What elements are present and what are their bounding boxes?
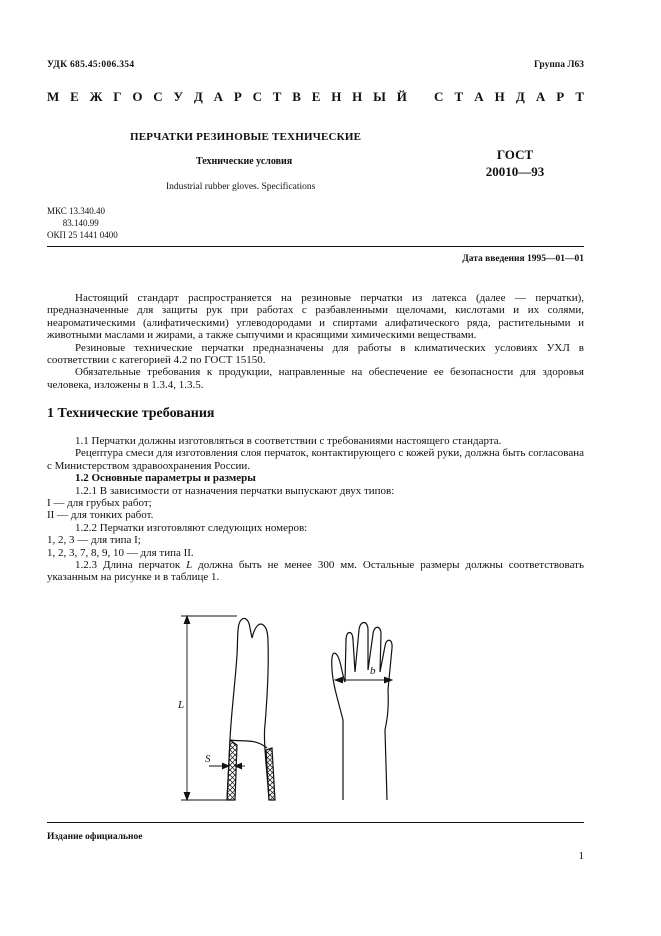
glove-front-view <box>332 623 392 801</box>
banner-letter: Р <box>556 89 565 104</box>
banner-letter: Н <box>494 89 505 104</box>
gost-number <box>470 146 560 180</box>
thickness-dimension <box>209 763 245 769</box>
banner-letter: Т <box>575 89 584 104</box>
glove-drawing <box>175 600 435 810</box>
classification-codes <box>47 205 118 241</box>
divider-bottom <box>47 822 584 823</box>
mks-code-1: МКС 13.340.40 <box>47 206 106 216</box>
banner-letter: Р <box>233 89 242 104</box>
group-code: Группа Л63 <box>533 60 584 70</box>
banner-letter: Г <box>113 89 122 104</box>
banner-letter: С <box>252 89 262 104</box>
okp-code: ОКП 25 1441 0400 <box>47 230 118 240</box>
thickness-label: S <box>205 753 211 765</box>
width-label: b <box>370 665 376 677</box>
banner-letter: С <box>153 89 163 104</box>
banner-letter: Е <box>70 89 79 104</box>
gost-code: 20010—93 <box>485 164 545 179</box>
document-subtitle: Технические условия <box>196 156 293 167</box>
banner-letter: Й <box>396 89 407 104</box>
sizes-type-1: 1, 2, 3 — для типа I; <box>47 534 141 547</box>
clause-1-2-3 <box>47 559 584 584</box>
banner-letter: А <box>474 89 484 104</box>
banner-letter: Т <box>272 89 282 104</box>
banner-letter: С <box>434 89 444 104</box>
section-heading: 1 Технические требования <box>47 406 215 421</box>
clause-1-2-1: 1.2.1 В зависимости от назначения перчатки выпускают двух типов: <box>75 484 395 497</box>
document-title: ПЕРЧАТКИ РЕЗИНОВЫЕ ТЕХНИЧЕСКИЕ <box>130 131 362 143</box>
intro-paragraph-1: Настоящий стандарт распространяется на резиновые перчатки из латекса (далее — перчатки), предназначенные для защиты рук при работах с разбавленными щелочами, кислотами и их солями, неароматическими (алифатическими) углеводородами и спиртами алифатического ряда, растительными и животными маслами и жирами, а также сыпучими и красящими химическими веществами. <box>47 292 584 342</box>
clause-1-2-2: 1.2.2 Перчатки изготовляют следующих номеров: <box>75 521 308 534</box>
mks-code-2: 83.140.99 <box>47 218 99 228</box>
banner-letter: А <box>535 89 546 104</box>
banner-letter: М <box>47 89 60 104</box>
page-number: 1 <box>578 850 584 862</box>
edition-note: Издание официальное <box>47 832 143 842</box>
intro-text <box>47 292 584 391</box>
banner-letter: В <box>292 89 301 104</box>
section-1-text <box>47 435 584 584</box>
clause-1-2-3-pre: 1.2.3 Длина перчаток <box>75 559 187 572</box>
banner-letter: О <box>132 89 143 104</box>
clause-1-1-recipe: Рецептура смеси для изготовления слоя перчаток, контактирующего с кожей руки, должна быть согласована с Министерством здравоохранения России. <box>47 447 584 472</box>
banner-letter: Д <box>515 89 525 104</box>
banner-letter: Н <box>331 89 342 104</box>
banner-letter: Ы <box>373 89 386 104</box>
glove-type-1: I — для грубых работ; <box>47 497 152 510</box>
intro-paragraph-3: Обязательные требования к продукции, направленные на обеспечение ее безопасности для здоровья человека, изложены в 1.3.4, 1.3.5. <box>47 366 584 391</box>
glove-side-view <box>227 618 275 800</box>
glove-type-2: II — для тонких работ. <box>47 509 154 522</box>
length-label: L <box>178 699 185 711</box>
banner-letter: Д <box>193 89 203 104</box>
banner-word-interstate <box>47 89 407 105</box>
udk-code: УДК 685.45:006.354 <box>47 60 135 70</box>
introduction-date: Дата введения 1995—01—01 <box>462 254 584 264</box>
sizes-type-2: 1, 2, 3, 7, 8, 9, 10 — для типа II. <box>47 546 194 559</box>
gost-label: ГОСТ <box>496 147 534 162</box>
standard-banner <box>47 89 584 105</box>
banner-letter: Е <box>311 89 321 104</box>
divider-top <box>47 246 584 247</box>
banner-letter: Ж <box>89 89 103 104</box>
clause-1-2-heading: 1.2 Основные параметры и размеры <box>75 472 256 485</box>
intro-paragraph-2: Резиновые технические перчатки предназначены для работы в климатических условиях УХЛ в соответствии с категорией 4.2 по ГОСТ 15150. <box>47 341 584 367</box>
banner-letter: Н <box>352 89 363 104</box>
clause-1-1: 1.1 Перчатки должны изготовляться в соответствии с требованиями настоящего стандарта. <box>75 435 502 447</box>
banner-word-standard <box>434 89 584 105</box>
banner-letter: У <box>173 89 184 104</box>
banner-letter: Т <box>454 89 464 104</box>
clause-1-2-3-post: должна быть не менее 300 мм. Остальные размеры должны соответствовать указанным на рисунке и в таблице 1. <box>47 559 585 584</box>
banner-letter: А <box>213 89 223 104</box>
length-symbol: L <box>186 559 193 572</box>
english-title: Industrial rubber gloves. Specifications <box>166 182 316 192</box>
